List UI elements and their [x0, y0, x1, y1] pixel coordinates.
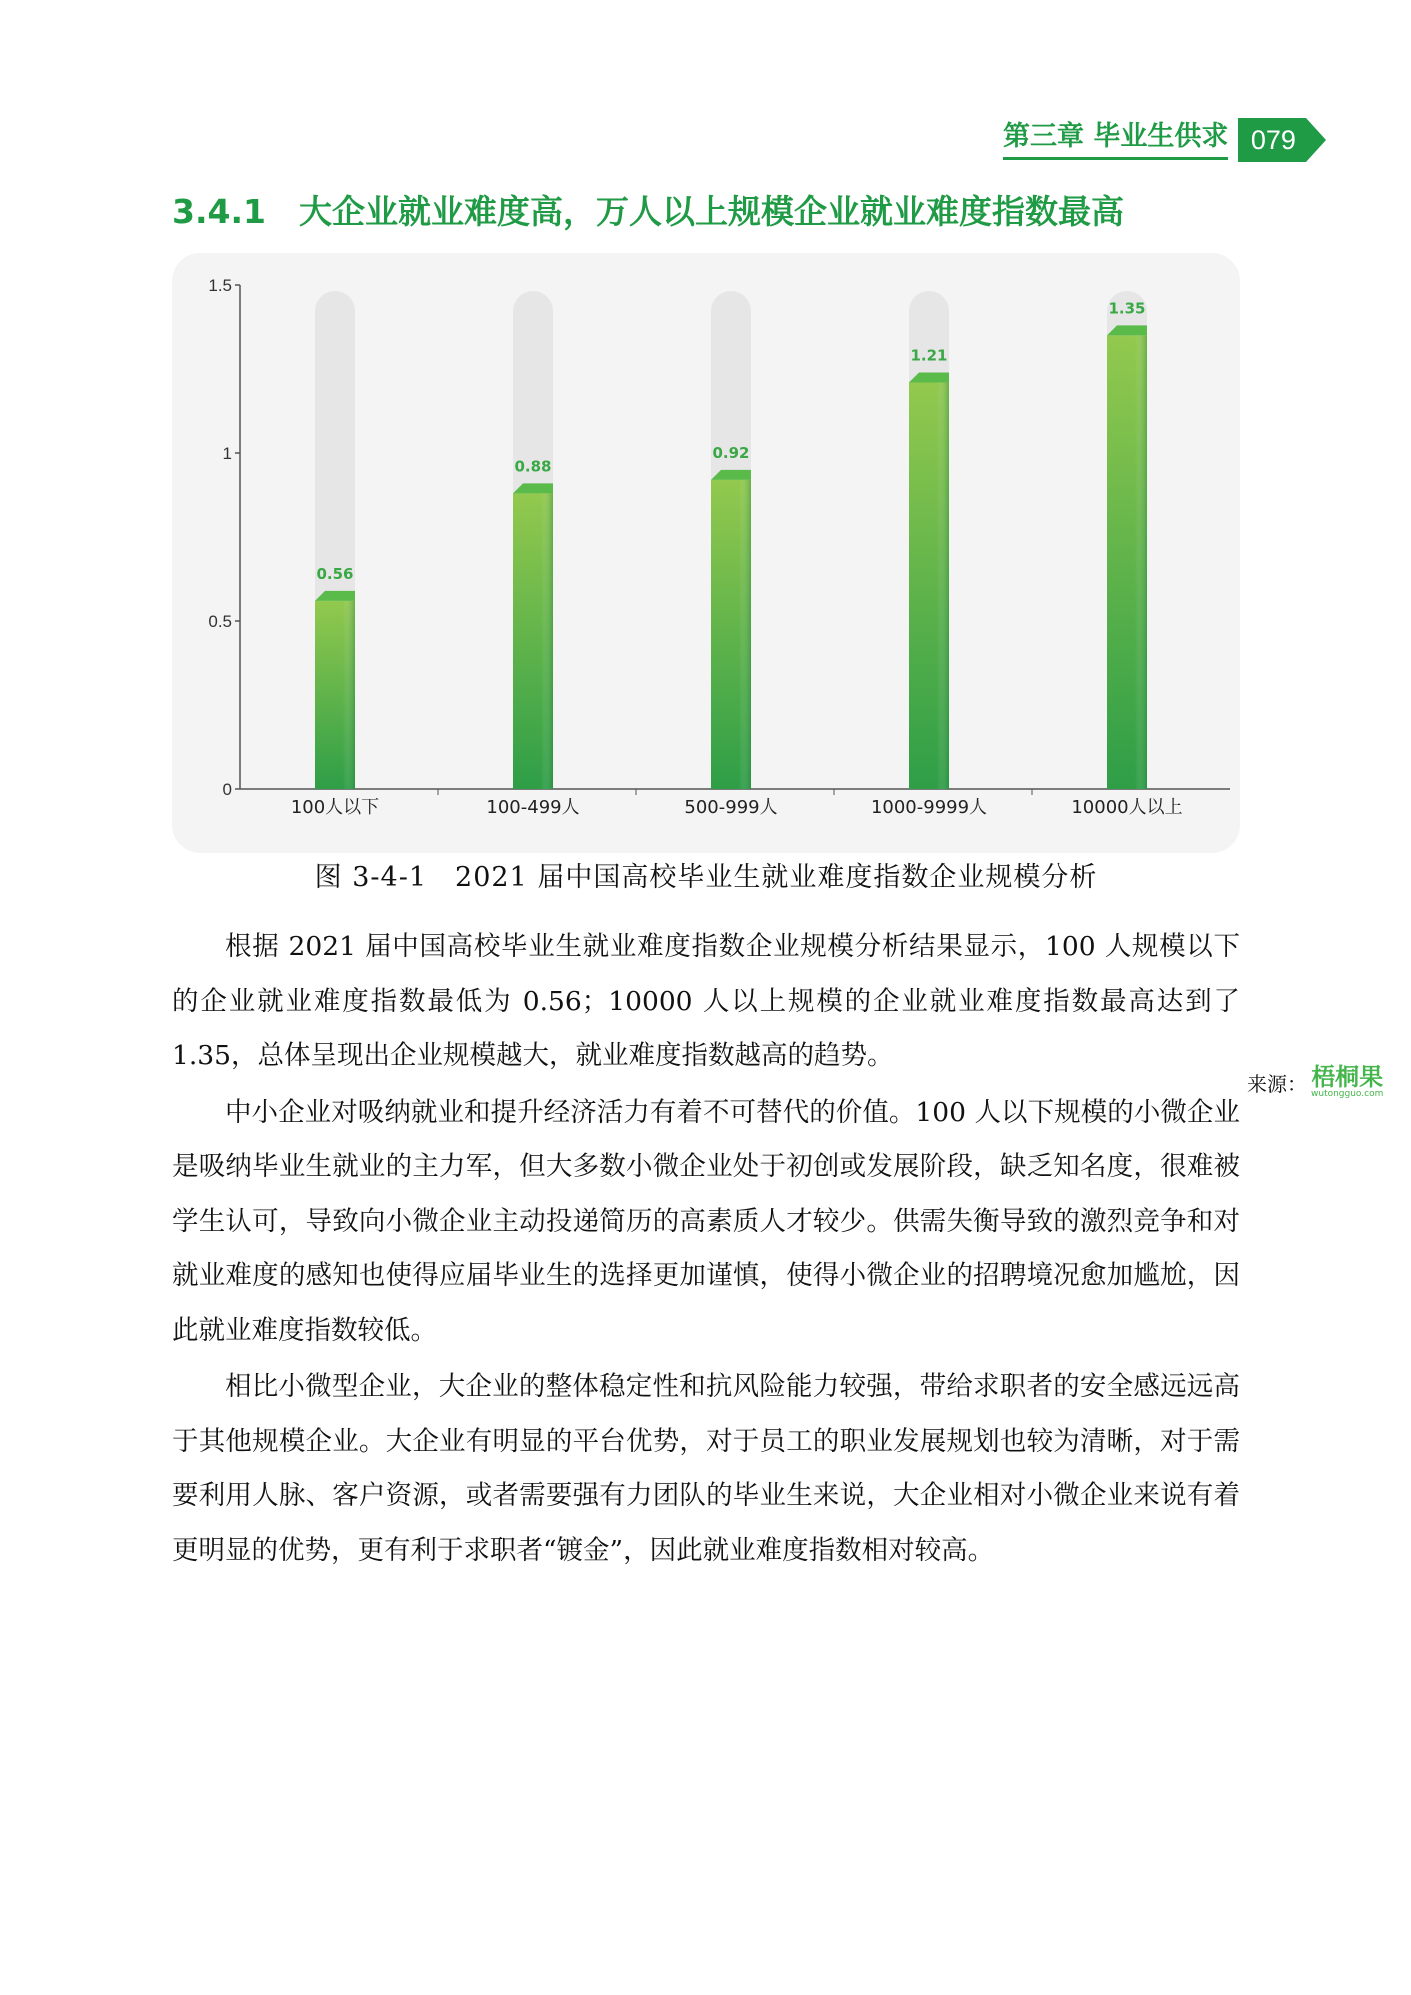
x-tick-label: 500-999人: [684, 797, 778, 818]
source-label: 来源：: [1247, 1071, 1307, 1096]
data-label: 1.21: [910, 346, 948, 365]
bar-chart: [172, 253, 1240, 853]
data-label: 0.88: [514, 457, 552, 476]
data-label: 0.92: [712, 443, 750, 462]
brand-logo: [1311, 1065, 1383, 1099]
paragraph: 相比小微型企业，大企业的整体稳定性和抗风险能力较强，带给求职者的安全感远远高于其他规模企业。大企业有明显的平台优势，对于员工的职业发展规划也较为清晰，对于需要利用人脉、客户资源，或者需要强有力团队的毕业生来说，大企业相对小微企业来说有着更明显的优势，更有利于求职者“镀金”，因此就业难度指数相对较高。: [172, 1371, 1240, 1566]
y-tick-label: 0: [222, 780, 232, 799]
body-text: [172, 920, 1240, 1580]
bar-shade: [1135, 335, 1147, 789]
bar-shade: [541, 493, 553, 789]
x-tick-label: 1000-9999人: [870, 797, 988, 818]
section-heading: 3.4.1 大企业就业难度高，万人以上规模企业就业难度指数最高: [172, 192, 1124, 231]
y-tick-label: 1.5: [208, 276, 232, 295]
brand-name: 梧桐果: [1311, 1063, 1384, 1091]
running-header: [1003, 118, 1328, 162]
y-tick-label: 1: [222, 444, 232, 463]
brand-url: wutongguo.com: [1311, 1089, 1384, 1099]
data-label: 1.35: [1108, 299, 1146, 318]
chapter-title: 第三章 毕业生供求: [1003, 121, 1228, 160]
paragraph: 中小企业对吸纳就业和提升经济活力有着不可替代的价值。100 人以下规模的小微企业是吸纳毕业生就业的主力军，但大多数小微企业处于初创或发展阶段，缺乏知名度，很难被学生认可，导致向小微企业主动投递简历的高素质人才较少。供需失衡导致的激烈竞争和对就业难度的感知也使得应届毕业生的选择更加谨慎，使得小微企业的招聘境况愈加尴尬，因此就业难度指数较低。: [172, 1096, 1240, 1346]
bar-shade: [739, 480, 751, 789]
data-label: 0.56: [316, 564, 354, 583]
figure-caption: 图 3-4-1 2021 届中国高校毕业生就业难度指数企业规模分析: [314, 862, 1098, 893]
y-tick-label: 0.5: [208, 612, 232, 631]
bar-shade: [937, 382, 949, 789]
page-number: 079: [1250, 125, 1296, 155]
x-tick-label: 100-499人: [486, 797, 580, 818]
x-tick-label: 10000人以上: [1071, 797, 1183, 818]
bar-shade: [343, 601, 355, 789]
paragraph: 根据 2021 届中国高校毕业生就业难度指数企业规模分析结果显示，100 人规模以下的企业就业难度指数最低为 0.56；10000 人以上规模的企业就业难度指数最高达到了 1.35，总体呈现出企业规模越大，就业难度指数越高的趋势。: [172, 931, 1240, 1071]
page-number-badge: [1238, 118, 1328, 162]
x-tick-label: 100人以下: [290, 797, 380, 818]
source-note: [1247, 1065, 1397, 1099]
